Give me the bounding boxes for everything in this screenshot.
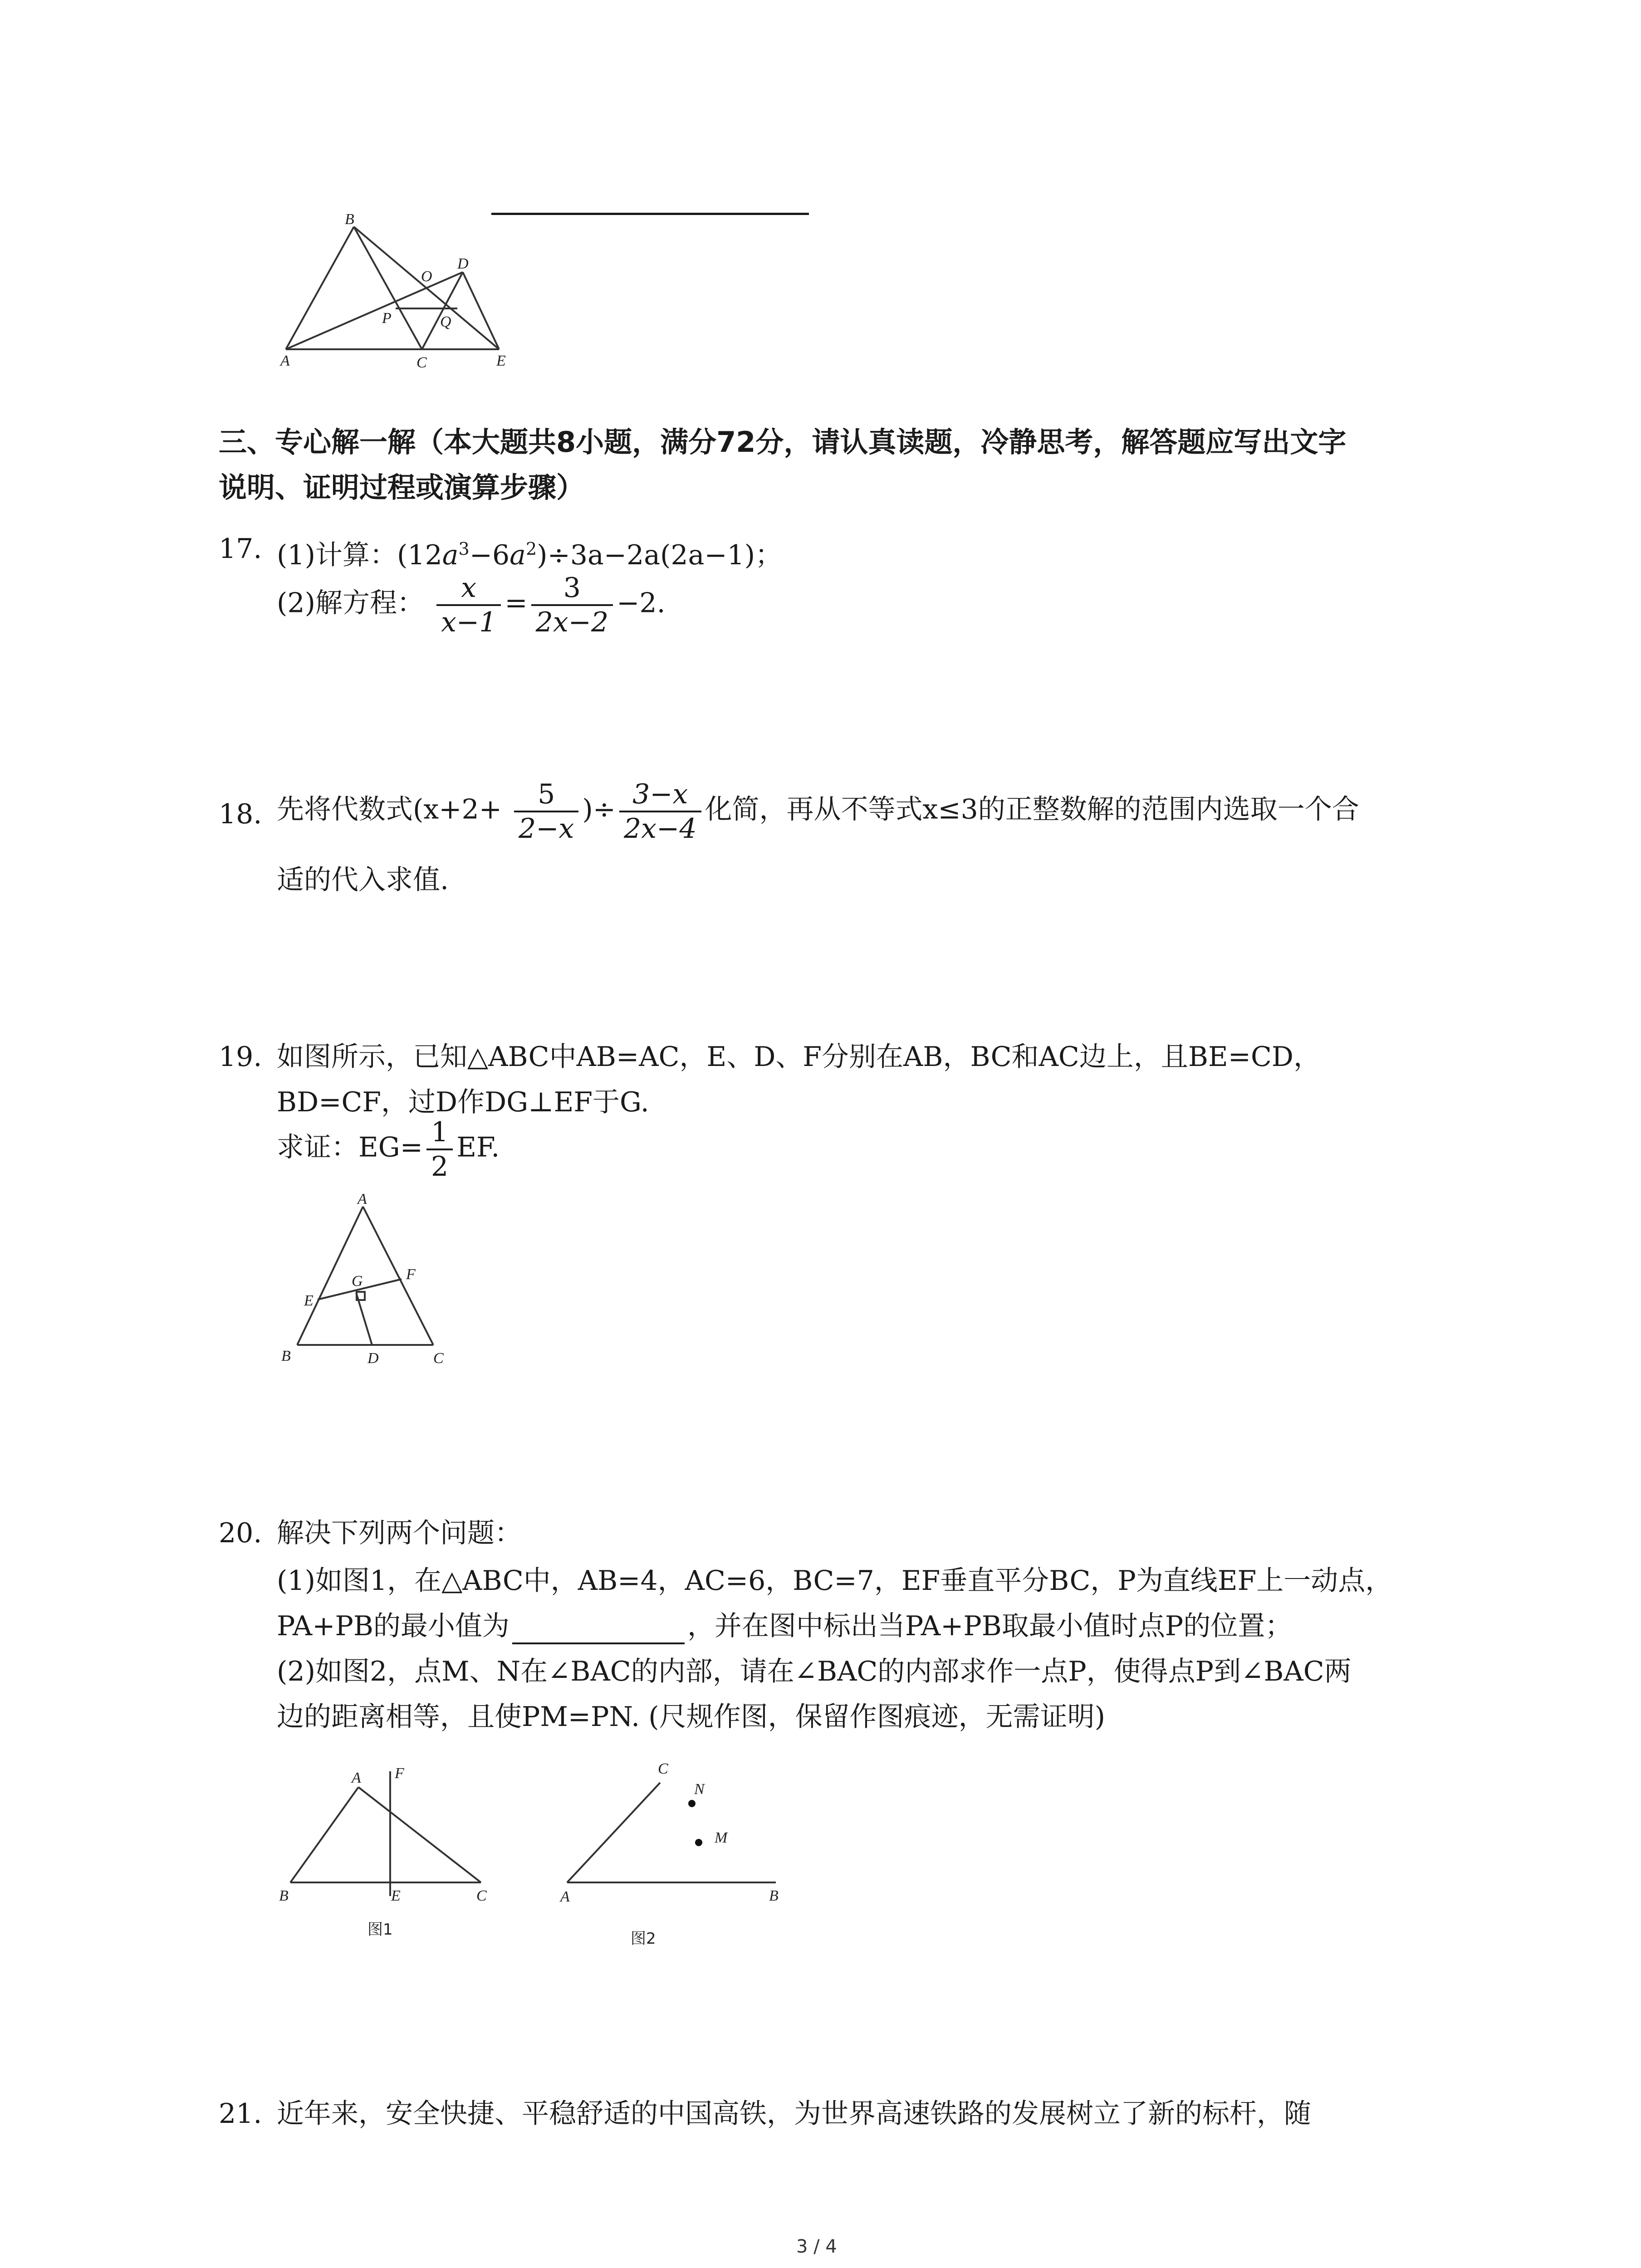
q19-frac-denominator: 2 (426, 1149, 453, 1183)
q17-part1-prefix: (1)计算：(12 (277, 539, 442, 571)
q19-prove-suffix: EF. (456, 1131, 500, 1163)
q17-fraction-2 (531, 572, 613, 639)
section-3-heading-line2: 说明、证明过程或演算步骤） (219, 471, 585, 504)
question-20-line3 (277, 1608, 1292, 1644)
question-17-part1: (1)计算：$(12a^3-6a^2)\div 3a-2a(2a-1)$； (277, 539, 783, 571)
figure-q16 (272, 213, 526, 376)
point-M (695, 1839, 702, 1846)
q18-frac2-numerator: 3−x (632, 778, 688, 810)
question-19-line1: 如图所示，已知△ABC中AB=AC，E、D、F分别在AB，BC和AC边上，且BE=CD， (277, 1041, 1321, 1073)
label-N: N (694, 1781, 705, 1798)
label-B: B (345, 213, 354, 228)
q19-fraction-half (426, 1116, 453, 1183)
q18-prefix: 先将代数式(x+2+ (277, 793, 502, 826)
label-A: A (352, 1769, 361, 1786)
q18-fraction-2 (619, 778, 701, 845)
page-number: 3 / 4 (796, 2236, 837, 2257)
label-C: C (658, 1760, 668, 1777)
label-C: C (416, 354, 427, 371)
q17-part2-prefix: (2)解方程： (277, 587, 424, 619)
q18-frac1-numerator: 5 (538, 778, 555, 810)
figure-q20-fig1 (272, 1760, 508, 1960)
q17-frac1-numerator: x (461, 572, 477, 604)
label-C: C (433, 1350, 444, 1367)
point-N (688, 1800, 696, 1807)
label-B: B (281, 1348, 291, 1364)
question-17-part2 (277, 572, 666, 639)
label-F: F (395, 1765, 404, 1782)
label-E: E (391, 1887, 401, 1904)
question-18-line2: 适的代入求值. (277, 864, 449, 896)
figure-2-caption: 图2 (631, 1930, 656, 1948)
q19-frac-numerator: 1 (431, 1116, 449, 1148)
q17-equals: = (505, 587, 528, 619)
label-Q: Q (440, 313, 451, 330)
question-19-prove (277, 1116, 500, 1183)
q17-part1-rest: ÷3a−2a(2a−1)； (547, 539, 783, 571)
label-A: A (280, 352, 290, 369)
section-3-heading-line1: 三、专心解一解（本大题共8小题，满分72分，请认真读题，冷静思考，解答题应写出文字 (219, 425, 1347, 459)
question-20-line4: (2)如图2，点M、N在∠BAC的内部，请在∠BAC的内部求作一点P，使得点P到∠BAC两 (277, 1656, 1352, 1687)
question-18-line1 (277, 778, 1359, 845)
question-20-number: 20. (219, 1517, 262, 1549)
figure-1-caption: 图1 (367, 1921, 393, 1939)
figure-q20-fig2 (549, 1724, 803, 1969)
label-B: B (769, 1887, 779, 1904)
q18-suffix: 化简，再从不等式x≤3的正整数解的范围内选取一个合 (705, 793, 1359, 826)
label-A: A (560, 1888, 570, 1905)
answer-blank-q16 (491, 213, 809, 215)
label-D: D (457, 255, 469, 272)
question-20-line5: 边的距离相等，且使PM=PN. (尺规作图，保留作图痕迹，无需证明) (277, 1701, 1106, 1733)
label-B: B (279, 1887, 289, 1904)
label-D: D (367, 1350, 379, 1367)
q18-frac2-denominator: 2x−4 (619, 811, 701, 845)
label-G: G (352, 1273, 363, 1290)
q17-fraction-1 (436, 572, 501, 639)
question-17-number: 17. (219, 533, 262, 565)
answer-blank-q20 (512, 1615, 685, 1644)
question-21-number: 21. (219, 2098, 262, 2130)
q18-middle: )÷ (582, 793, 616, 826)
question-19-number: 19. (219, 1041, 262, 1073)
question-19-line2: BD=CF，过D作DG⊥EF于G. (277, 1086, 649, 1118)
label-A: A (358, 1191, 367, 1207)
label-E: E (304, 1292, 314, 1309)
question-20-line1: 解决下列两个问题： (277, 1517, 522, 1549)
question-18-number: 18. (219, 798, 262, 830)
figure-q19-triangle (272, 1188, 463, 1379)
label-O: O (421, 268, 432, 285)
q20-line3-suffix: ，并在图中标出当PA+PB取最小值时点P的位置； (687, 1610, 1293, 1642)
label-C: C (476, 1887, 487, 1904)
q17-frac2-numerator: 3 (563, 572, 581, 604)
q17-tail: −2. (617, 587, 666, 619)
label-F: F (406, 1266, 416, 1283)
label-P: P (382, 310, 392, 327)
question-21-line1: 近年来，安全快捷、平稳舒适的中国高铁，为世界高速铁路的发展树立了新的标杆，随 (277, 2098, 1311, 2130)
q17-frac2-denominator: 2x−2 (531, 604, 613, 639)
label-E: E (496, 352, 506, 369)
q19-prove-prefix: 求证：EG= (277, 1131, 423, 1163)
q20-line3-prefix: PA+PB的最小值为 (277, 1610, 509, 1642)
label-M: M (715, 1829, 728, 1846)
q18-fraction-1 (514, 778, 578, 845)
q17-frac1-denominator: x−1 (436, 604, 501, 639)
q18-frac1-denominator: 2−x (514, 811, 578, 845)
question-20-line2: (1)如图1，在△ABC中，AB=4，AC=6，BC=7，EF垂直平分BC，P为直线EF上一动点， (277, 1565, 1393, 1597)
